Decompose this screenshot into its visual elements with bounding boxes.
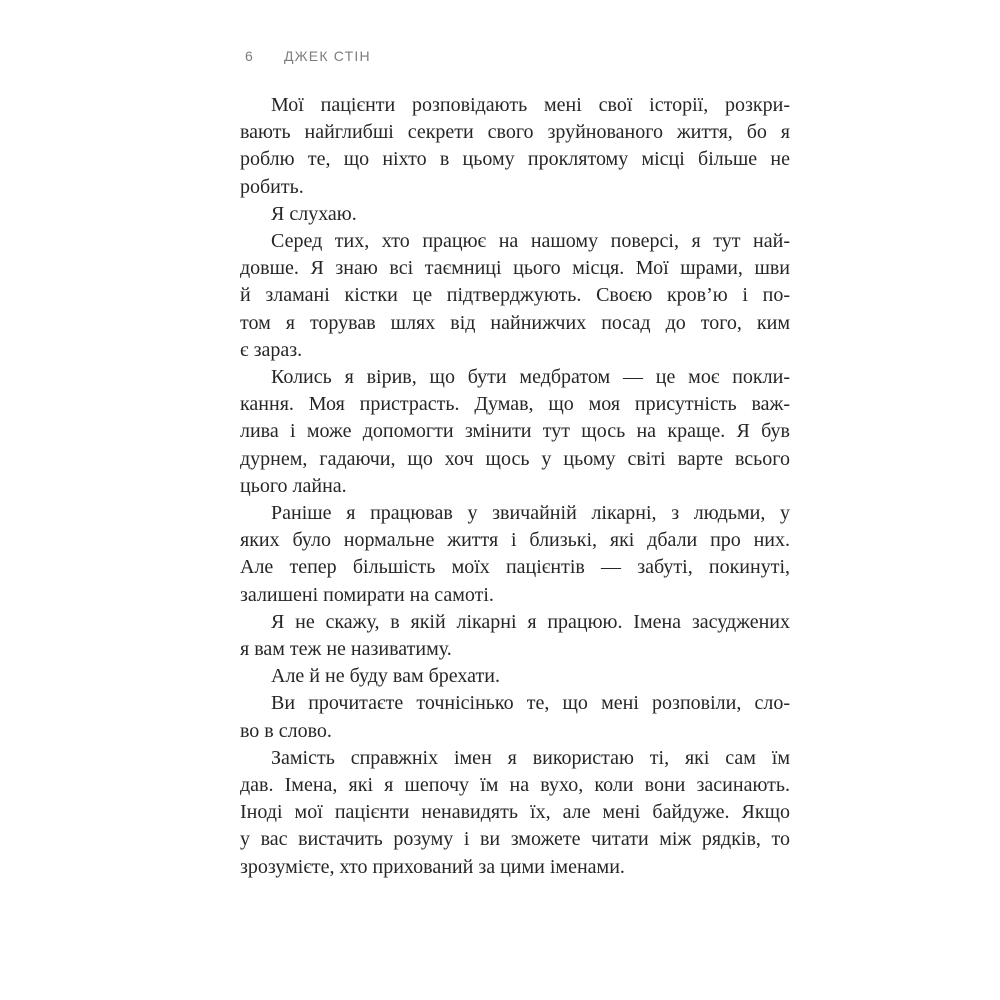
- text-line: у вас вистачить розуму і ви зможете читати між рядків, то: [240, 828, 790, 851]
- text-line: лива і може допомогти змінити тут щось на краще. Я був: [240, 420, 790, 443]
- text-line: Ви прочитаєте точнісінько те, що мені розповіли, сло-: [271, 692, 790, 715]
- paragraph: [240, 745, 790, 881]
- text-line: Колись я вірив, що бути медбратом — це моє покли-: [271, 366, 790, 389]
- text-line: дав. Імена, які я шепочу їм на вухо, коли вони засинають.: [240, 774, 790, 797]
- text-line: Іноді мої пацієнти ненавидять їх, але мені байдуже. Якщо: [240, 801, 790, 824]
- text-line: во в слово.: [240, 719, 332, 742]
- text-line: робить.: [240, 175, 304, 198]
- running-title: ДЖЕК СТІН: [284, 48, 371, 64]
- body-text: [240, 92, 790, 881]
- text-line: є зараз.: [240, 338, 303, 361]
- paragraph: [240, 690, 790, 744]
- paragraph: [240, 92, 790, 201]
- paragraph: [240, 201, 790, 228]
- text-line: Я не скажу, в якій лікарні я працюю. Імена засуджених: [271, 610, 790, 633]
- text-line: Серед тих, хто працює на нашому поверсі, я тут най-: [271, 230, 790, 253]
- text-line: том я торував шлях від найнижчих посад до того, ким: [240, 311, 790, 334]
- paragraph: [240, 663, 790, 690]
- text-line: кання. Моя пристрасть. Думав, що моя присутність важ-: [240, 393, 790, 416]
- text-line: Раніше я працював у звичайній лікарні, з людьми, у: [271, 502, 790, 525]
- running-header: [245, 48, 371, 65]
- text-line: й зламані кістки це підтверджують. Своєю кров’ю і по-: [240, 284, 790, 307]
- paragraph: [240, 228, 790, 364]
- text-line: дурнем, гадаючи, що хоч щось у цьому світі варте всього: [240, 447, 790, 470]
- paragraph: [240, 364, 790, 500]
- text-line: яких було нормальне життя і близькі, які дбали про них.: [240, 529, 790, 552]
- text-line: залишені помирати на самоті.: [240, 583, 494, 606]
- text-line: Замість справжніх імен я використаю ті, які сам їм: [271, 746, 790, 769]
- paragraph: [240, 609, 790, 663]
- text-line: Мої пацієнти розповідають мені свої історії, розкри-: [271, 94, 790, 116]
- text-line: зрозумієте, хто прихований за цими іменами.: [240, 855, 625, 878]
- page-number: 6: [245, 48, 254, 64]
- text-line: Але тепер більшість моїх пацієнтів — забуті, покинуті,: [240, 556, 790, 579]
- text-line: я вам теж не називатиму.: [240, 638, 452, 661]
- text-line: вають найглибші секрети свого зруйнованого життя, бо я: [240, 121, 790, 144]
- text-line: Я слухаю.: [271, 202, 357, 225]
- text-line: довше. Я знаю всі таємниці цього місця. Мої шрами, шви: [240, 257, 790, 280]
- text-line: роблю те, що ніхто в цьому проклятому місці більше не: [240, 148, 790, 171]
- text-line: цього лайна.: [240, 474, 347, 497]
- paragraph: [240, 500, 790, 609]
- text-line: Але й не буду вам брехати.: [271, 665, 500, 688]
